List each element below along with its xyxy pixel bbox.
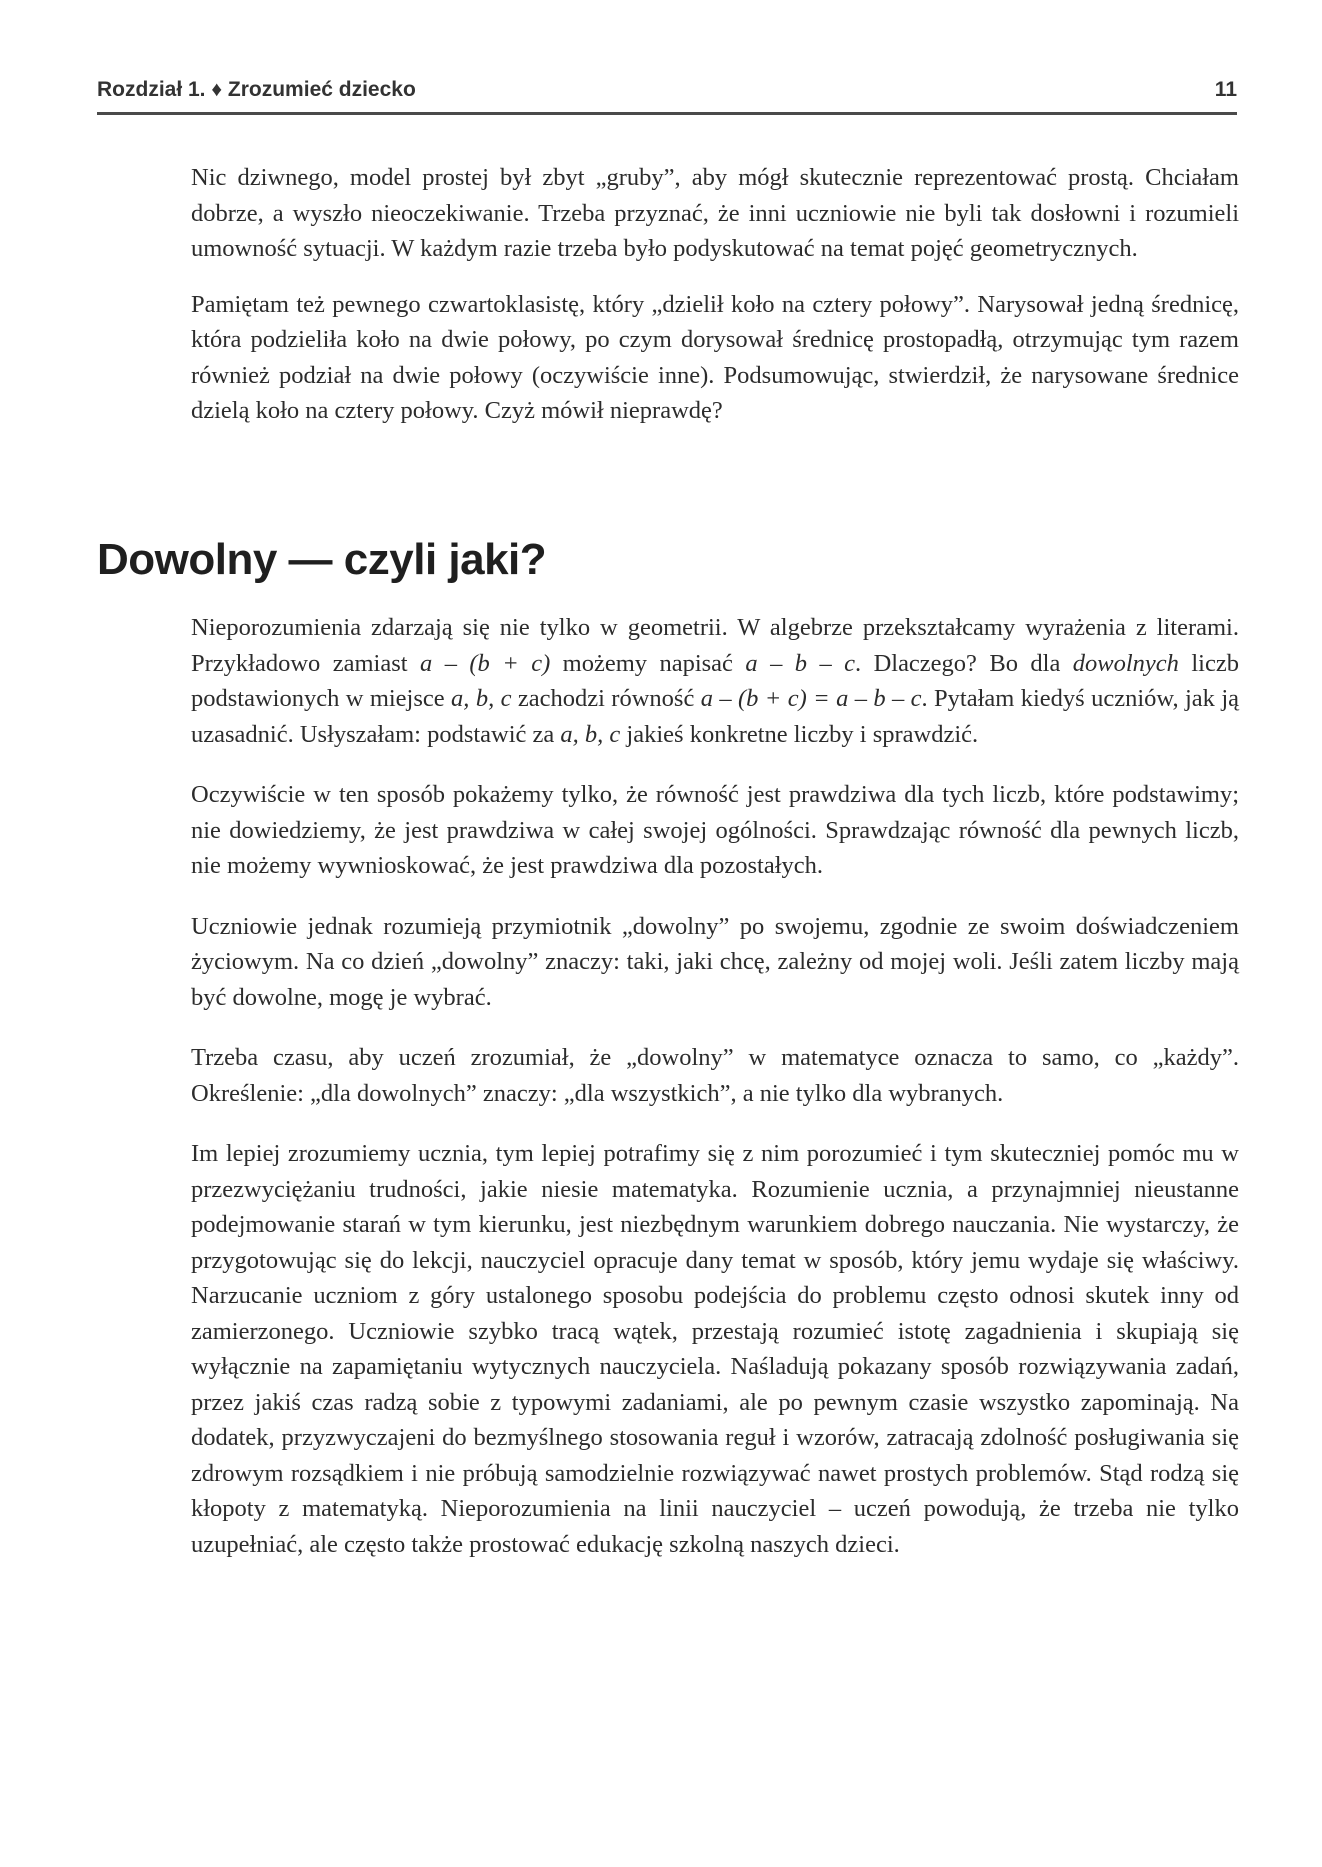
text: . Pytałam kiedyś uczniów, jak ją uzasadnić. Usłyszałam: podstawić za	[191, 685, 1240, 748]
paragraph: Trzeba czasu, aby uczeń zrozumiał, że „dowolny” w matematyce oznacza to samo, co „każdy”. Określenie: „dla dowolnych” znaczy: „dla wszystkich”, a nie tylko dla wybranych.	[191, 1044, 1239, 1107]
section-2-body	[191, 610, 1239, 1587]
header-rule	[97, 112, 1237, 115]
paragraph: Oczywiście w ten sposób pokażemy tylko, że równość jest prawdziwa dla tych liczb, które podstawimy; nie dowiedziemy, że jest prawdziwa w całej swojej ogólności. Sprawdzając równość dla pewnych liczb, nie możemy wywnioskować, że jest prawdziwa dla pozostałych.	[191, 781, 1239, 879]
emphasis: dowolnych	[1072, 649, 1179, 677]
math-expression: a – b – c	[745, 649, 855, 677]
text: jakieś konkretne liczby i sprawdzić.	[620, 720, 979, 748]
text: możemy napisać	[550, 649, 746, 677]
text: zachodzi równość	[511, 685, 701, 712]
text: . Dlaczego? Bo dla	[855, 649, 1073, 677]
paragraph	[191, 610, 1239, 752]
math-expression: a – (b + c) = a – b – c	[700, 685, 922, 712]
page-number: 11	[1214, 78, 1237, 101]
paragraph: Pamiętam też pewnego czwartoklasistę, który „dzielił koło na cztery połowy”. Narysował jedną średnicę, która podzieliła koło na dwie połowy, po czym dorysował średnicę prostopadłą, otrzymując tym razem również podział na dwie połowy (oczywiście inne). Podsumowując, stwierdził, że narysowane średnice dzielą koło na cztery połowy. Czyż mówił nieprawdę?	[191, 290, 1239, 424]
text: liczb podstawionych w miejsce	[191, 649, 1239, 712]
running-header	[97, 78, 1237, 118]
paragraph: Uczniowie jednak rozumieją przymiotnik „dowolny” po swojemu, zgodnie ze swoim doświadczeniem życiowym. Na co dzień „dowolny” znaczy: taki, jaki chcę, zależny od mojej woli. Jeśli zatem liczby mają być dowolne, mogę je wybrać.	[191, 912, 1239, 1011]
math-expression: a, b, c	[451, 685, 512, 712]
chapter-title: Rozdział 1. ♦ Zrozumieć dziecko	[97, 78, 416, 101]
math-expression: a – (b + c)	[420, 649, 551, 677]
paragraph: Im lepiej zrozumiemy ucznia, tym lepiej potrafimy się z nim porozumieć i tym skuteczniej pomóc mu w przezwyciężaniu trudności, jakie niesie matematyka. Rozumienie ucznia, a przynajmniej nieustanne podejmowanie starań w tym kierunku, jest niezbędnym warunkiem dobrego nauczania. Nie wystarczy, że przygotowując się do lekcji, nauczyciel opracuje dany temat w sposób, który jemu wydaje się właściwy. Narzucanie uczniom z góry ustalonego sposobu podejścia do problemu często odnosi skutek inny od zamierzonego. Uczniowie szybko tracą wątek, przestają rozumieć istotę zagadnienia i skupiają się wyłącznie na zapamiętaniu wytycznych nauczyciela. Naśladują pokazany sposób rozwiązywania zadań, przez jakiś czas radzą sobie z typowymi zadaniami, ale po pewnym czasie wszystko zapominają. Na dodatek, przyzwyczajeni do bezmyślnego stosowania reguł i wzorów, zatracają zdolność posługiwania się zdrowym rozsądkiem i nie próbują samodzielnie rozwiązywać nawet prostych problemów. Stąd rodzą się kłopoty z matematyką. Nieporozumienia na linii nauczyciel – uczeń powodują, że trzeba nie tylko uzupełniać, ale często także prostować edukację szkolną naszych dzieci.	[191, 1140, 1239, 1558]
section-heading: Dowolny — czyli jaki?	[97, 535, 547, 584]
section-1-body	[191, 160, 1239, 452]
text: Nieporozumienia zdarzają się nie tylko w geometrii. W algebrze przekształcamy wyrażenia z literami. Przykładowo zamiast	[191, 614, 1239, 677]
paragraph: Nic dziwnego, model prostej był zbyt „gruby”, aby mógł skutecznie reprezentować prostą. Chciałam dobrze, a wyszło nieoczekiwanie. Trzeba przyznać, że inni uczniowie nie byli tak dosłowni i rozumieli umowność sytuacji. W każdym razie trzeba było podyskutować na temat pojęć geometrycznych.	[191, 164, 1239, 262]
math-expression: a, b, c	[560, 720, 621, 748]
